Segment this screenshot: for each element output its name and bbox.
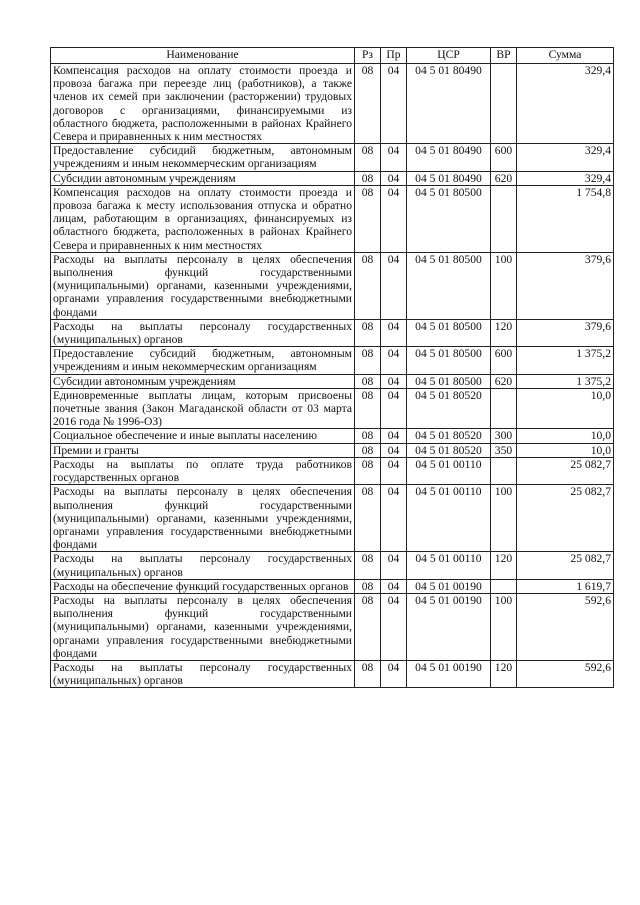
table-row — [51, 593, 614, 660]
row-sum-cell: 379,6 — [517, 319, 614, 346]
row-rz-cell: 08 — [355, 144, 381, 171]
row-vr-cell: 620 — [491, 374, 517, 388]
row-vr-cell: 120 — [491, 660, 517, 687]
row-sum-cell: 25 082,7 — [517, 552, 614, 579]
row-csr-cell: 04 5 01 80500 — [407, 185, 491, 252]
row-rz-cell: 08 — [355, 443, 381, 457]
row-name-cell: Расходы на выплаты персоналу государственных (муниципальных) органов — [51, 660, 355, 687]
row-vr-cell: 120 — [491, 552, 517, 579]
row-name-cell: Предоставление субсидий бюджетным, автономным учреждениям и иным некоммерческим организациям — [51, 347, 355, 374]
row-name-cell: Расходы на выплаты персоналу в целях обеспечения выполнения функций государственными (муниципальными) органами, казенными учреждениями, органами управления государственными внебюджетными фондами — [51, 485, 355, 552]
row-rz-cell: 08 — [355, 429, 381, 443]
row-name-cell: Расходы на выплаты по оплате труда работников государственных органов — [51, 457, 355, 484]
table-row — [51, 171, 614, 185]
table-row — [51, 457, 614, 484]
row-pr-cell: 04 — [381, 552, 407, 579]
table-header-row — [51, 48, 614, 64]
row-vr-cell — [491, 185, 517, 252]
row-csr-cell: 04 5 01 80500 — [407, 374, 491, 388]
row-vr-cell — [491, 64, 517, 144]
row-rz-cell: 08 — [355, 579, 381, 593]
table-row — [51, 64, 614, 144]
row-vr-cell: 600 — [491, 144, 517, 171]
row-pr-cell: 04 — [381, 485, 407, 552]
row-pr-cell: 04 — [381, 144, 407, 171]
row-rz-cell: 08 — [355, 64, 381, 144]
row-pr-cell: 04 — [381, 347, 407, 374]
table-row — [51, 443, 614, 457]
row-sum-cell: 329,4 — [517, 64, 614, 144]
row-rz-cell: 08 — [355, 319, 381, 346]
row-rz-cell: 08 — [355, 347, 381, 374]
row-pr-cell: 04 — [381, 443, 407, 457]
row-rz-cell: 08 — [355, 660, 381, 687]
row-name-cell: Премии и гранты — [51, 443, 355, 457]
row-sum-cell: 10,0 — [517, 388, 614, 429]
row-sum-cell: 379,6 — [517, 252, 614, 319]
header-rz: Рз — [355, 48, 381, 64]
table-row — [51, 347, 614, 374]
row-vr-cell: 620 — [491, 171, 517, 185]
row-pr-cell: 04 — [381, 171, 407, 185]
row-csr-cell: 04 5 01 00190 — [407, 660, 491, 687]
row-pr-cell: 04 — [381, 374, 407, 388]
row-sum-cell: 1 754,8 — [517, 185, 614, 252]
row-csr-cell: 04 5 01 00110 — [407, 552, 491, 579]
row-csr-cell: 04 5 01 80490 — [407, 64, 491, 144]
row-sum-cell: 329,4 — [517, 144, 614, 171]
row-rz-cell: 08 — [355, 185, 381, 252]
row-pr-cell: 04 — [381, 319, 407, 346]
header-name: Наименование — [51, 48, 355, 64]
header-pr: Пр — [381, 48, 407, 64]
header-vr: ВР — [491, 48, 517, 64]
row-sum-cell: 10,0 — [517, 429, 614, 443]
table-row — [51, 660, 614, 687]
row-csr-cell: 04 5 01 80520 — [407, 443, 491, 457]
row-csr-cell: 04 5 01 80520 — [407, 388, 491, 429]
table-row — [51, 485, 614, 552]
row-sum-cell: 1 375,2 — [517, 374, 614, 388]
row-sum-cell: 329,4 — [517, 171, 614, 185]
row-csr-cell: 04 5 01 80500 — [407, 319, 491, 346]
row-rz-cell: 08 — [355, 171, 381, 185]
row-pr-cell: 04 — [381, 457, 407, 484]
row-vr-cell: 100 — [491, 485, 517, 552]
row-csr-cell: 04 5 01 00190 — [407, 593, 491, 660]
row-pr-cell: 04 — [381, 64, 407, 144]
row-pr-cell: 04 — [381, 185, 407, 252]
row-rz-cell: 08 — [355, 374, 381, 388]
row-rz-cell: 08 — [355, 593, 381, 660]
row-vr-cell — [491, 457, 517, 484]
row-pr-cell: 04 — [381, 579, 407, 593]
header-csr: ЦСР — [407, 48, 491, 64]
table-row — [51, 579, 614, 593]
row-csr-cell: 04 5 01 00110 — [407, 485, 491, 552]
budget-table — [50, 47, 614, 688]
row-rz-cell: 08 — [355, 457, 381, 484]
row-rz-cell: 08 — [355, 485, 381, 552]
row-name-cell: Расходы на выплаты персоналу в целях обеспечения выполнения функций государственными (муниципальными) органами, казенными учреждениями, органами управления государственными внебюджетными фондами — [51, 252, 355, 319]
row-pr-cell: 04 — [381, 593, 407, 660]
row-sum-cell: 1 619,7 — [517, 579, 614, 593]
table-row — [51, 185, 614, 252]
row-vr-cell: 120 — [491, 319, 517, 346]
row-rz-cell: 08 — [355, 552, 381, 579]
row-csr-cell: 04 5 01 00190 — [407, 579, 491, 593]
row-rz-cell: 08 — [355, 252, 381, 319]
row-name-cell: Единовременные выплаты лицам, которым присвоены почетные звания (Закон Магаданской области от 03 марта 2016 года № 1996-ОЗ) — [51, 388, 355, 429]
row-vr-cell — [491, 579, 517, 593]
row-vr-cell: 100 — [491, 593, 517, 660]
row-csr-cell: 04 5 01 80500 — [407, 252, 491, 319]
row-name-cell: Расходы на выплаты персоналу государственных (муниципальных) органов — [51, 319, 355, 346]
row-csr-cell: 04 5 01 80500 — [407, 347, 491, 374]
row-name-cell: Компенсация расходов на оплату стоимости проезда и провоза багажа при переезде лиц (работников), а также членов их семей при заключении (расторжении) трудовых договоров с организациями, финансируемыми из областного бюджета, расположенными в районах Крайнего Севера и приравненных к ним местностях — [51, 64, 355, 144]
row-name-cell: Расходы на обеспечение функций государственных органов — [51, 579, 355, 593]
row-csr-cell: 04 5 01 80520 — [407, 429, 491, 443]
row-sum-cell: 25 082,7 — [517, 485, 614, 552]
row-name-cell: Субсидии автономным учреждениям — [51, 171, 355, 185]
row-vr-cell: 350 — [491, 443, 517, 457]
row-vr-cell — [491, 388, 517, 429]
row-vr-cell: 300 — [491, 429, 517, 443]
table-row — [51, 429, 614, 443]
table-row — [51, 388, 614, 429]
row-pr-cell: 04 — [381, 429, 407, 443]
table-row — [51, 252, 614, 319]
table-row — [51, 319, 614, 346]
header-sum: Сумма — [517, 48, 614, 64]
table-row — [51, 374, 614, 388]
table-row — [51, 552, 614, 579]
row-csr-cell: 04 5 01 00110 — [407, 457, 491, 484]
row-name-cell: Компенсация расходов на оплату стоимости проезда и провоза багажа к месту использования отпуска и обратно лицам, работающим в организациях, финансируемых из областного бюджета, расположенных в районах Крайнего Севера и приравненных к ним местностях — [51, 185, 355, 252]
row-name-cell: Расходы на выплаты персоналу государственных (муниципальных) органов — [51, 552, 355, 579]
row-sum-cell: 1 375,2 — [517, 347, 614, 374]
row-vr-cell: 600 — [491, 347, 517, 374]
row-name-cell: Расходы на выплаты персоналу в целях обеспечения выполнения функций государственными (муниципальными) органами, казенными учреждениями, органами управления государственными внебюджетными фондами — [51, 593, 355, 660]
row-name-cell: Предоставление субсидий бюджетным, автономным учреждениям и иным некоммерческим организациям — [51, 144, 355, 171]
row-rz-cell: 08 — [355, 388, 381, 429]
row-sum-cell: 25 082,7 — [517, 457, 614, 484]
row-name-cell: Субсидии автономным учреждениям — [51, 374, 355, 388]
row-pr-cell: 04 — [381, 388, 407, 429]
table-row — [51, 144, 614, 171]
row-name-cell: Социальное обеспечение и иные выплаты населению — [51, 429, 355, 443]
row-vr-cell: 100 — [491, 252, 517, 319]
row-sum-cell: 592,6 — [517, 593, 614, 660]
row-pr-cell: 04 — [381, 660, 407, 687]
row-sum-cell: 592,6 — [517, 660, 614, 687]
row-sum-cell: 10,0 — [517, 443, 614, 457]
row-pr-cell: 04 — [381, 252, 407, 319]
row-csr-cell: 04 5 01 80490 — [407, 144, 491, 171]
row-csr-cell: 04 5 01 80490 — [407, 171, 491, 185]
